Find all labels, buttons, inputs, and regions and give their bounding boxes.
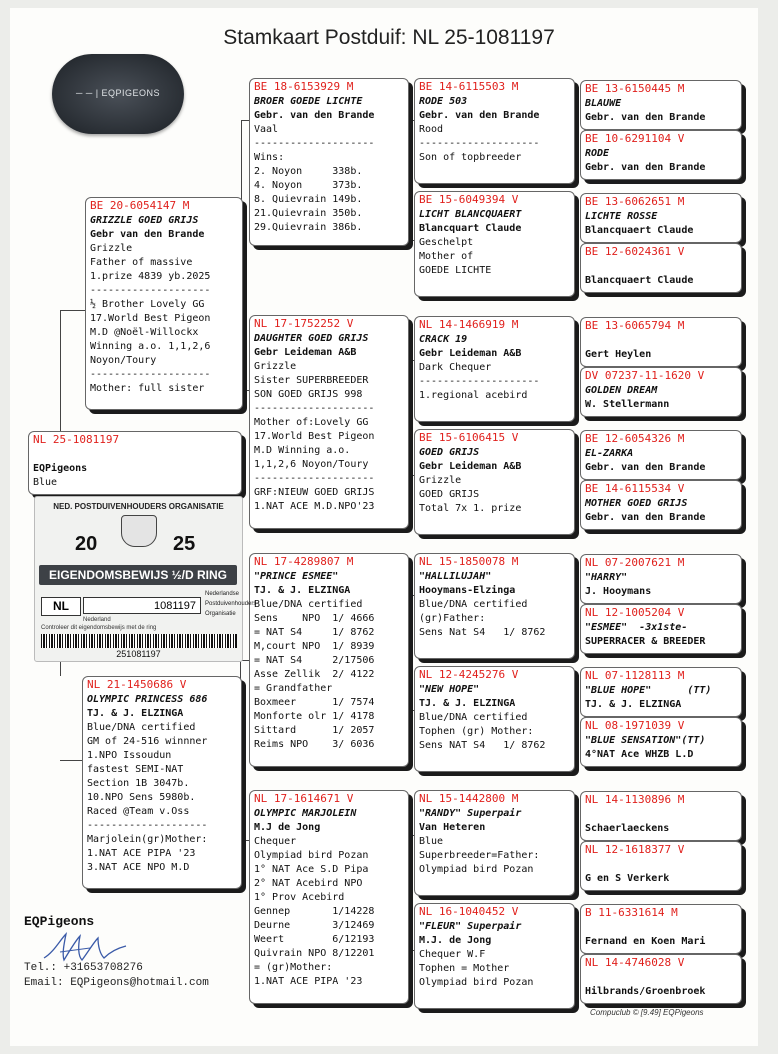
pedigree-card-dam <box>82 676 242 889</box>
ring-number-text: DV 07237-11-1620 V <box>585 369 705 382</box>
pedigree-card-g11 <box>580 667 742 717</box>
pigeon-name: GRIZZLE GOED GRIJS <box>90 215 199 226</box>
pedigree-card-g8 <box>580 480 742 530</box>
ring-number-text: NL 21-1450686 V <box>87 678 187 691</box>
pedigree-card-sire <box>85 197 243 410</box>
ring-number-text: BE 13-6062651 M <box>585 195 685 208</box>
ring-number-text: NL 14-1466919 M <box>419 318 519 331</box>
card-line: 17.World Best Pigeon <box>90 313 211 324</box>
card-line: Blue/DNA certified <box>87 722 196 733</box>
card-line: M.D Winning a.o. <box>254 445 351 456</box>
card-line: Chequer W.F <box>419 949 486 960</box>
pigeon-name: OLYMPIC MARJOLEIN <box>254 808 357 819</box>
card-line: Reims NPO 3/ 6036 <box>254 739 375 750</box>
card-line: Noyon/Toury <box>90 355 157 366</box>
breeder-name: Gebr. van den Brande <box>585 162 706 173</box>
card-line: Dark Chequer <box>419 362 492 373</box>
card-line: fastest SEMI-NAT <box>87 764 184 775</box>
card-line: Deurne 3/12469 <box>254 920 375 931</box>
card-line: Olympiad bird Pozan <box>419 977 534 988</box>
card-line: = Grandfather <box>254 683 333 694</box>
pigeon-name: "BLUE SENSATION"(TT) <box>585 735 706 746</box>
card-line: M,court NPO 1/ 8939 <box>254 641 375 652</box>
card-line: Vaal <box>254 124 279 135</box>
barcode <box>41 634 237 648</box>
card-line: Boxmeer 1/ 7574 <box>254 697 375 708</box>
card-line: Blue <box>419 836 444 847</box>
breeder-name: G en S Verkerk <box>585 873 670 884</box>
card-line: -------------------- <box>90 369 211 380</box>
pedigree-card-g5 <box>580 317 742 367</box>
pigeon-name: OLYMPIC PRINCESS 686 <box>87 694 208 705</box>
ring-number-text: NL 12-1618377 V <box>585 843 685 856</box>
pedigree-card-g3 <box>580 193 742 243</box>
card-line: Grizzle <box>90 243 133 254</box>
card-line: 21.Quievrain 350b. <box>254 208 363 219</box>
card-line: Geschelpt <box>419 237 474 248</box>
breeder-name: Gebr van den Brande <box>90 229 205 240</box>
card-line: Marjolein(gr)Mother: <box>87 834 208 845</box>
card-line: Blue/DNA certified <box>419 599 528 610</box>
pigeon-name: "RANDY" Superpair <box>419 808 522 819</box>
ring-number-text: BE 15-6049394 V <box>419 193 519 206</box>
ring-number-text: B 11-6331614 M <box>585 906 678 919</box>
card-line: Father of massive <box>90 257 193 268</box>
pedigree-card-g14 <box>580 841 742 891</box>
card-line: 1° Prov Acebird <box>254 892 345 903</box>
breeder-name: Van Heteren <box>419 822 486 833</box>
ring-control-text: Controleer dit eigendomsbewijs met de ring <box>41 625 157 631</box>
card-line: Grizzle <box>254 361 297 372</box>
ring-number-text: BE 14-6115503 M <box>419 80 519 93</box>
pedigree-card-g16 <box>580 954 742 1004</box>
card-line: 1.NAT ACE M.D.NPO'23 <box>254 501 375 512</box>
pedigree-card-sd <box>249 315 409 529</box>
card-line: Blue/DNA certified <box>419 712 528 723</box>
ring-ownership-label <box>34 496 257 662</box>
ring-number-text: BE 14-6115534 V <box>585 482 685 495</box>
pedigree-card-dds <box>414 790 575 896</box>
ring-number-text: NL 12-1005204 V <box>585 606 685 619</box>
pigeon-name: "BLUE HOPE" (TT) <box>585 685 712 696</box>
card-line: Sister SUPERBREEDER <box>254 375 369 386</box>
ring-number-text: NL 12-4245276 V <box>419 668 519 681</box>
card-line: Sittard 1/ 2057 <box>254 725 375 736</box>
card-line: M.D @Noël-Willockx <box>90 327 199 338</box>
pedigree-card-g10 <box>580 604 742 654</box>
card-line: 2° NAT Acebird NPO <box>254 878 363 889</box>
card-line: = NAT S4 1/ 8762 <box>254 627 375 638</box>
card-line: Superbreeder=Father: <box>419 850 540 861</box>
ring-number-text: NL 17-1614671 V <box>254 792 354 805</box>
breeder-name: J. Hooymans <box>585 586 652 597</box>
card-line: Blue <box>33 477 58 488</box>
card-line: Weert 6/12193 <box>254 934 375 945</box>
ring-number-text: NL 08-1971039 V <box>585 719 685 732</box>
card-line: 1.NAT ACE PIPA '23 <box>87 848 196 859</box>
card-line: = NAT S4 2/17506 <box>254 655 375 666</box>
breeder-name: W. Stellermann <box>585 399 670 410</box>
pigeon-name: "FLEUR" Superpair <box>419 921 522 932</box>
card-line: ½ Brother Lovely GG <box>90 299 205 310</box>
pedigree-card-g13 <box>580 791 742 841</box>
pigeon-name: RODE 503 <box>419 96 468 107</box>
card-line: 17.World Best Pigeon <box>254 431 375 442</box>
pedigree-card-ss <box>249 78 409 246</box>
breeder-name: TJ. & J. ELZINGA <box>585 699 682 710</box>
ring-number-text: BE 12-6024361 V <box>585 245 685 258</box>
ring-number: 1081197 <box>83 597 201 614</box>
card-line: 8. Quievrain 149b. <box>254 194 363 205</box>
pedigree-card-dd <box>249 790 409 1004</box>
breeder-name: 4°NAT Ace WHZB L.D <box>585 749 694 760</box>
ring-number-text: NL 07-1128113 M <box>585 669 685 682</box>
pedigree-card-g1 <box>580 80 742 130</box>
tree-connector-line <box>60 760 82 761</box>
card-line: (gr)Father: <box>419 613 486 624</box>
ring-number-text: NL 15-1850078 M <box>419 555 519 568</box>
breeder-name: M.J. de Jong <box>419 935 492 946</box>
card-line: 1.regional acebird <box>419 390 528 401</box>
card-line: Grizzle <box>419 475 462 486</box>
card-line: GOED GRIJS <box>419 489 480 500</box>
pedigree-card-sds <box>414 316 575 422</box>
breeder-name: Gebr. van den Brande <box>585 112 706 123</box>
pigeon-name: MOTHER GOED GRIJS <box>585 498 688 509</box>
pigeon-name: BROER GOEDE LICHTE <box>254 96 363 107</box>
ring-number-text: NL 16-1040452 V <box>419 905 519 918</box>
ring-country: NL <box>41 597 81 616</box>
breeder-name: Gebr. van den Brande <box>585 512 706 523</box>
ring-number-text: BE 12-6054326 M <box>585 432 685 445</box>
page-title: Stamkaart Postduif: NL 25-1081197 <box>223 26 555 49</box>
breeder-name: Hilbrands/Groenbroek <box>585 986 706 997</box>
pigeon-name: "HALLILUJAH" <box>419 571 492 582</box>
pedigree-card-g7 <box>580 430 742 480</box>
card-line: Mother of:Lovely GG <box>254 417 369 428</box>
ring-number-text: BE 13-6150445 M <box>585 82 685 95</box>
pigeon-name: GOLDEN DREAM <box>585 385 658 396</box>
ring-number-text: NL 14-4746028 V <box>585 956 685 969</box>
pedigree-card-ddd <box>414 903 575 1009</box>
pigeon-name: LICHT BLANCQUAERT <box>419 209 522 220</box>
pedigree-card-sdd <box>414 429 575 535</box>
breeder-name: M.J de Jong <box>254 822 321 833</box>
card-line: 1.NPO Issoudun <box>87 750 172 761</box>
card-line: Asse Zellik 2/ 4122 <box>254 669 375 680</box>
breeder-name: Gebr Leideman A&B <box>419 461 522 472</box>
card-line: -------------------- <box>90 285 211 296</box>
tree-connector-line <box>241 120 249 121</box>
ring-number-text: BE 13-6065794 M <box>585 319 685 332</box>
pigeon-name: CRACK 19 <box>419 334 468 345</box>
ring-number-text: NL 15-1442800 M <box>419 792 519 805</box>
breeder-name: Hooymans-Elzinga <box>419 585 516 596</box>
card-line: GM of 24-516 winnner <box>87 736 208 747</box>
card-line: -------------------- <box>254 138 375 149</box>
card-line: -------------------- <box>419 138 540 149</box>
card-line: 2. Noyon 338b. <box>254 166 363 177</box>
card-line: SON GOED GRIJS 998 <box>254 389 363 400</box>
card-line: Chequer <box>254 836 297 847</box>
ring-number-text: NL 25-1081197 <box>33 433 120 446</box>
breeder-name: Blancquaert Claude <box>585 275 694 286</box>
card-line: Raced @Team v.Oss <box>87 806 190 817</box>
card-line: Sens NPO 1/ 4666 <box>254 613 375 624</box>
ring-label-org: NED. POSTDUIVENHOUDERS ORGANISATIE <box>53 502 224 511</box>
card-line: Blue/DNA certified <box>254 599 363 610</box>
pigeon-name: "ESMEE" -3x1ste- <box>585 622 688 633</box>
pedigree-card-ds <box>249 553 409 767</box>
ring-number-text: NL 17-1752252 V <box>254 317 354 330</box>
ring-number-text: BE 10-6291104 V <box>585 132 685 145</box>
breeder-name: SUPERRACER & BREEDER <box>585 636 706 647</box>
card-line: Quivrain NPO 8/12201 <box>254 948 375 959</box>
card-line: Winning a.o. 1,1,2,6 <box>90 341 211 352</box>
ring-number-text: NL 17-4289807 M <box>254 555 354 568</box>
compuclub-credit: Compuclub © [9.49] EQPigeons <box>590 1008 704 1017</box>
breeder-name: TJ. & J. ELZINGA <box>87 708 184 719</box>
eqpigeons-logo <box>52 54 184 134</box>
pedigree-card-g6 <box>580 367 742 417</box>
card-line: -------------------- <box>254 473 375 484</box>
breeder-name: Blancquaert Claude <box>585 225 694 236</box>
signature <box>40 930 130 964</box>
breeder-name: Gebr. van den Brande <box>585 462 706 473</box>
card-line: Section 1B 3047b. <box>87 778 190 789</box>
pigeon-name: BLAUWE <box>585 98 622 109</box>
breeder-name: Gebr. van den Brande <box>254 110 375 121</box>
card-line: Sens Nat S4 1/ 8762 <box>419 627 546 638</box>
pedigree-card-g12 <box>580 717 742 767</box>
pedigree-card-subject <box>28 431 242 495</box>
pigeon-name: LICHTE ROSSE <box>585 211 658 222</box>
card-line: -------------------- <box>419 376 540 387</box>
pedigree-card-ssd <box>414 191 575 297</box>
footer-email[interactable]: Email: EQPigeons@hotmail.com <box>24 977 209 989</box>
card-line: Olympiad bird Pozan <box>419 864 534 875</box>
ring-number-text: NL 07-2007621 M <box>585 556 685 569</box>
pigeon-name: "HARRY" <box>585 572 628 583</box>
ring-year-left: 20 <box>75 533 98 555</box>
card-line: Total 7x 1. prize <box>419 503 522 514</box>
breeder-name: Gebr Leideman A&B <box>419 348 522 359</box>
pigeon-name: EL-ZARKA <box>585 448 634 459</box>
card-line: -------------------- <box>87 820 208 831</box>
pedigree-card-g4 <box>580 243 742 293</box>
card-line: -------------------- <box>254 403 375 414</box>
breeder-name: Fernand en Koen Mari <box>585 936 706 947</box>
card-line: GRF:NIEUW GOED GRIJS <box>254 487 375 498</box>
pedigree-card-sss <box>414 78 575 184</box>
card-line: 10.NPO Sens 5980b. <box>87 792 196 803</box>
card-line: Mother: full sister <box>90 383 205 394</box>
pedigree-card-dsd <box>414 666 575 772</box>
pedigree-card-g15 <box>580 904 742 954</box>
card-line: Tophen = Mother <box>419 963 510 974</box>
barcode-number: 251081197 <box>116 649 161 659</box>
pigeon-name: "PRINCE ESMEE" <box>254 571 339 582</box>
card-line: 1,1,2,6 Noyon/Toury <box>254 459 369 470</box>
tree-connector-line <box>60 310 85 311</box>
breeder-name: TJ. & J. ELZINGA <box>254 585 351 596</box>
breeder-name: Schaerlaeckens <box>585 823 670 834</box>
pedigree-card-g2 <box>580 130 742 180</box>
breeder-name: EQPigeons <box>33 463 88 474</box>
ring-number-text: BE 15-6106415 V <box>419 431 519 444</box>
breeder-name: Gebr Leideman A&B <box>254 347 357 358</box>
card-line: Gennep 1/14228 <box>254 906 375 917</box>
card-line: 29.Quievrain 386b. <box>254 222 363 233</box>
card-line: 1.prize 4839 yb.2025 <box>90 271 211 282</box>
npo-text: Nederlandse Postduivenhouders Organisatie <box>205 591 257 617</box>
ring-label-band: EIGENDOMSBEWIJS ½/D RING <box>39 565 237 585</box>
ring-number-text: BE 18-6153929 M <box>254 80 354 93</box>
pigeon-name: RODE <box>585 148 610 159</box>
card-line: 4. Noyon 373b. <box>254 180 363 191</box>
breeder-name: Blancquart Claude <box>419 223 522 234</box>
card-line: 3.NAT ACE NPO M.D <box>87 862 190 873</box>
card-line: Tophen (gr) Mother: <box>419 726 534 737</box>
pedigree-card-dss <box>414 553 575 659</box>
card-line: Wins: <box>254 152 285 163</box>
breeder-name: Gert Heylen <box>585 349 652 360</box>
ring-country-name: Nederland <box>83 617 111 623</box>
card-line: Monforte olr 1/ 4178 <box>254 711 375 722</box>
card-line: 1.NAT ACE PIPA '23 <box>254 976 363 987</box>
pigeon-name: GOED GRIJS <box>419 447 480 458</box>
card-line: = (gr)Mother: <box>254 962 333 973</box>
pigeon-name: "NEW HOPE" <box>419 684 480 695</box>
pedigree-card-g9 <box>580 554 742 604</box>
ring-number-text: BE 20-6054147 M <box>90 199 190 212</box>
breeder-name: Gebr. van den Brande <box>419 110 540 121</box>
logo-text: ─ ─ | EQPIGEONS <box>75 88 161 98</box>
footer-tel: Tel.: +31653708276 <box>24 962 143 974</box>
card-line: Sens NAT S4 1/ 8762 <box>419 740 546 751</box>
tree-connector-line <box>60 310 61 432</box>
card-line: GOEDE LICHTE <box>419 265 492 276</box>
ring-year-right: 25 <box>173 533 196 555</box>
npo-crest-icon <box>121 515 157 547</box>
card-line: Son of topbreeder <box>419 152 522 163</box>
ring-number-text: NL 14-1130896 M <box>585 793 685 806</box>
card-line: Olympiad bird Pozan <box>254 850 369 861</box>
footer-brand: EQPigeons <box>24 914 95 929</box>
breeder-name: TJ. & J. ELZINGA <box>419 698 516 709</box>
card-line: 1° NAT Ace S.D Pipa <box>254 864 369 875</box>
pigeon-name: DAUGHTER GOED GRIJS <box>254 333 369 344</box>
card-line: Rood <box>419 124 444 135</box>
card-line: Mother of <box>419 251 474 262</box>
